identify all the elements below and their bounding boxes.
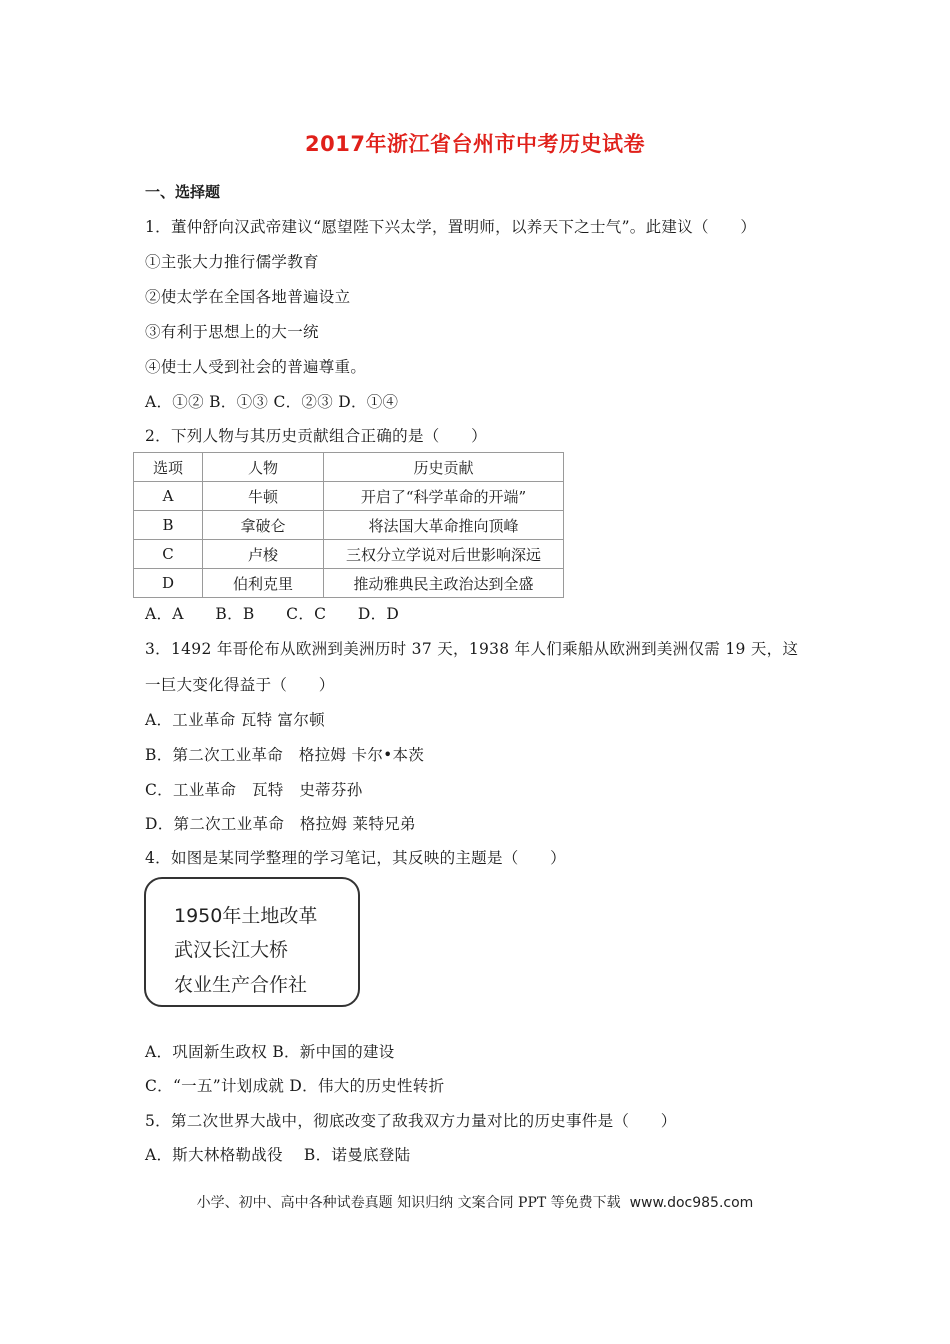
question-4-stem: 4．如图是某同学整理的学习笔记，其反映的主题是（ ） [145, 849, 566, 867]
question-2-stem: 2．下列人物与其历史贡献组合正确的是（ ） [145, 427, 487, 445]
study-notes-box [144, 877, 360, 1007]
note-line: 农业生产合作社 [174, 974, 308, 996]
table-cell: 伯利克里 [203, 569, 324, 598]
table-row [134, 482, 564, 511]
footer-link[interactable]: www.doc985.com [629, 1195, 754, 1211]
question-5-stem: 5．第二次世界大战中，彻底改变了敌我双方力量对比的历史事件是（ ） [145, 1112, 677, 1130]
table-cell: 拿破仑 [203, 511, 324, 540]
note-line: 武汉长江大桥 [174, 939, 289, 961]
table-header-row [134, 453, 564, 482]
question-3-stem-line-2: 一巨大变化得益于（ ） [145, 676, 335, 694]
question-2-options: A．A B．B C．C D．D [145, 605, 400, 623]
table-cell: B [134, 511, 203, 540]
table-cell: 牛顿 [203, 482, 324, 511]
question-1-stem: 1．董仲舒向汉武帝建议“愿望陛下兴太学，置明师，以养天下之士气”。此建议（ ） [145, 218, 757, 236]
question-1-item-4: ④使士人受到社会的普遍尊重。 [145, 358, 367, 376]
question-5-options: A．斯大林格勒战役 B．诺曼底登陆 [145, 1146, 411, 1164]
table-header-cell: 历史贡献 [324, 453, 564, 482]
question-3-option-d: D．第二次工业革命 格拉姆 莱特兄弟 [145, 815, 416, 833]
table-header-cell: 选项 [134, 453, 203, 482]
table-cell: C [134, 540, 203, 569]
table-cell: 三权分立学说对后世影响深远 [324, 540, 564, 569]
question-1-item-2: ②使太学在全国各地普遍设立 [145, 288, 351, 306]
question-3-option-c: C．工业革命 瓦特 史蒂芬孙 [145, 781, 363, 799]
table-header-cell: 人物 [203, 453, 324, 482]
table-row [134, 569, 564, 598]
table-cell: A [134, 482, 203, 511]
question-4-options-line-1: A．巩固新生政权 B．新中国的建设 [145, 1043, 395, 1061]
table-cell: 卢梭 [203, 540, 324, 569]
table-row [134, 511, 564, 540]
question-2-table [133, 452, 564, 598]
question-3-stem-line-1: 3．1492 年哥伦布从欧洲到美洲历时 37 天，1938 年人们乘船从欧洲到美洲仅需 19 天，这 [145, 640, 799, 658]
page-title: 2017年浙江省台州市中考历史试卷 [305, 132, 645, 156]
question-1-item-3: ③有利于思想上的大一统 [145, 323, 319, 341]
table-row [134, 540, 564, 569]
note-line: 1950年土地改革 [174, 905, 318, 927]
table-cell: 将法国大革命推向顶峰 [324, 511, 564, 540]
question-3-option-b: B．第二次工业革命 格拉姆 卡尔•本茨 [145, 746, 425, 764]
footer-text: 小学、初中、高中各种试卷真题 知识归纳 文案合同 PPT 等免费下载 [196, 1195, 621, 1211]
page-footer [0, 1192, 950, 1212]
question-1-options: A．①② B．①③ C．②③ D．①④ [145, 393, 399, 411]
table-cell: 推动雅典民主政治达到全盛 [324, 569, 564, 598]
question-1-item-1: ①主张大力推行儒学教育 [145, 253, 319, 271]
table-cell: 开启了“科学革命的开端” [324, 482, 564, 511]
question-3-option-a: A．工业革命 瓦特 富尔顿 [145, 711, 325, 729]
section-heading: 一、选择题 [145, 183, 221, 201]
table-cell: D [134, 569, 203, 598]
question-4-options-line-2: C．“一五”计划成就 D．伟大的历史性转折 [145, 1077, 445, 1095]
